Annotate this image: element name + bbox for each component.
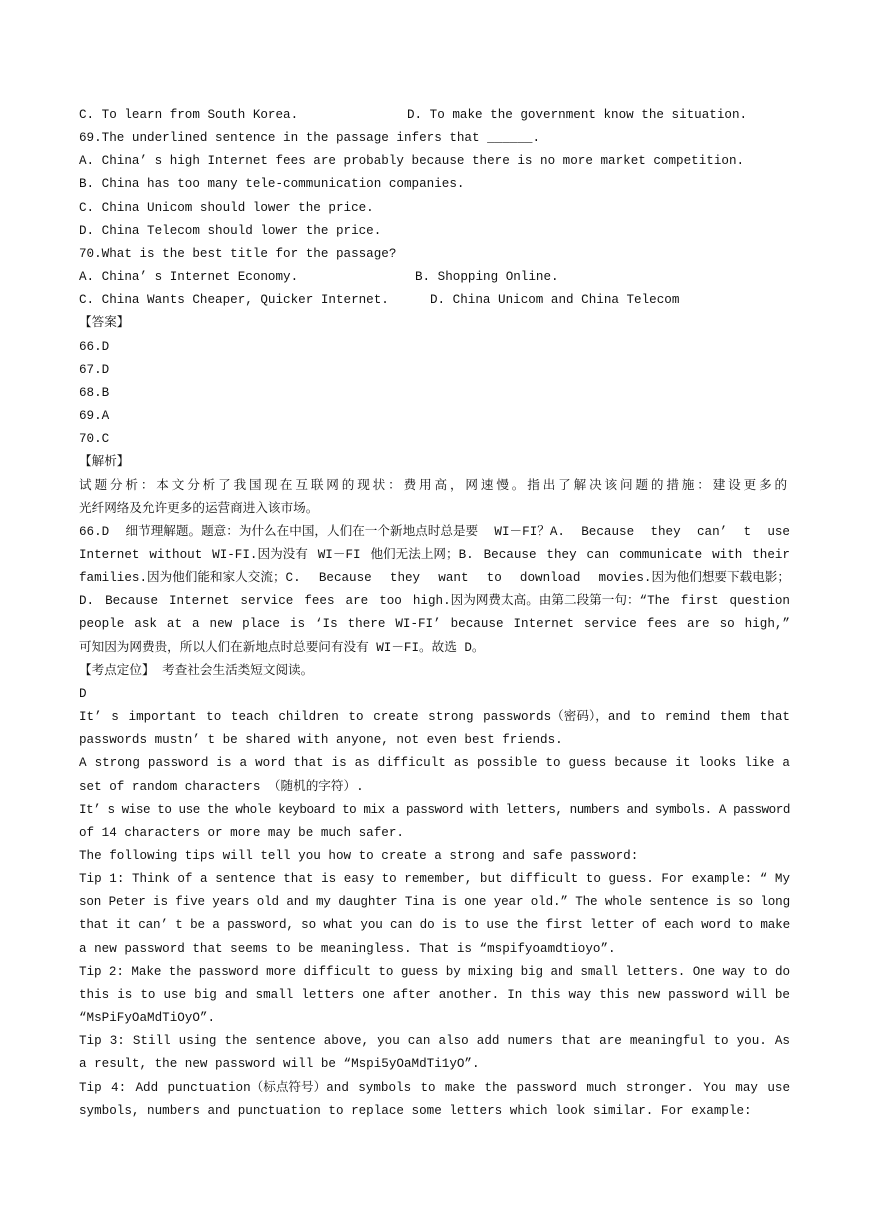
passage-line xyxy=(79,1030,790,1053)
passage-line xyxy=(79,752,790,775)
analysis-text: 光纤网络及允许更多的运营商进入该市场。 xyxy=(79,501,319,516)
analysis-line xyxy=(79,521,790,544)
answer-heading: 【答案】 xyxy=(79,316,130,331)
document-page xyxy=(79,104,790,1123)
q68-options-row xyxy=(79,104,790,127)
passage-line xyxy=(79,845,790,868)
answer-item xyxy=(79,428,790,451)
passage-text: Tip 4: Add punctuation（标点符号）and symbols to make the password much stronger. You may use xyxy=(79,1080,790,1095)
kaodian-row xyxy=(79,660,790,683)
q70-option-c: C. China Wants Cheaper, Quicker Internet. xyxy=(79,293,389,308)
analysis-line xyxy=(79,544,790,567)
passage-label-row xyxy=(79,683,790,706)
q69-option-b: B. China has too many tele-communication companies. xyxy=(79,177,465,192)
passage-text: that it can’ t be a password, so what you can do is to use the first letter of each word to make xyxy=(79,918,790,933)
passage-line xyxy=(79,914,790,937)
passage-line xyxy=(79,1077,790,1100)
q69-option-row xyxy=(79,150,790,173)
passage-label: D xyxy=(79,686,87,701)
analysis-line xyxy=(79,637,790,660)
passage-line xyxy=(79,1007,790,1030)
passage-text: this is to use big and small letters one after another. In this way this new password will be xyxy=(79,987,790,1002)
passage-line xyxy=(79,1053,790,1076)
q68-option-d: D. To make the government know the situation. xyxy=(407,108,748,122)
passage-text: a result, the new password will be “Mspi5yOaMdTi1yO”. xyxy=(79,1057,480,1072)
q69-option-d: D. China Telecom should lower the price. xyxy=(79,223,382,238)
analysis-heading: 【解析】 xyxy=(79,455,130,470)
analysis-line xyxy=(79,475,790,498)
passage-text: a new password that seems to be meaningless. That is “mspifyoamdtioyo”. xyxy=(79,941,616,956)
q70-option-d: D. China Unicom and China Telecom xyxy=(430,293,680,308)
q69-option-a: A. China’ s high Internet fees are probably because there is no more market competition. xyxy=(79,154,745,169)
passage-text: Tip 3: Still using the sentence above, you can also add numers that are meaningful to you. As xyxy=(79,1034,790,1049)
passage-text: It’ s wise to use the whole keyboard to mix a password with letters, numbers and symbols. A password xyxy=(79,802,790,817)
passage-text: A strong password is a word that is as difficult as possible to guess because it looks like a xyxy=(79,756,790,771)
q69-option-row xyxy=(79,220,790,243)
answer-heading-row xyxy=(79,312,790,335)
passage-text: son Peter is five years old and my daughter Tina is one year old.” The whole sentence is so long xyxy=(79,895,790,910)
kaodian-text: 【考点定位】 考查社会生活类短文阅读。 xyxy=(79,663,314,678)
analysis-line xyxy=(79,590,790,613)
passage-line xyxy=(79,822,790,845)
analysis-heading-row xyxy=(79,451,790,474)
analysis-line xyxy=(79,613,790,636)
passage-text: set of random characters （随机的字符）. xyxy=(79,779,364,794)
q70-stem-row xyxy=(79,243,790,266)
q69-option-row xyxy=(79,197,790,220)
passage-line xyxy=(79,868,790,891)
q70-stem: 70.What is the best title for the passage? xyxy=(79,246,397,261)
passage-text: of 14 characters or more may be much safer. xyxy=(79,825,404,840)
passage-line xyxy=(79,891,790,914)
passage-line xyxy=(79,706,790,729)
passage-text: It’ s important to teach children to create strong passwords（密码），and to remind them that xyxy=(79,710,790,725)
passage-text: “MsPiFyOaMdTiOyO”. xyxy=(79,1011,216,1026)
q69-option-c: C. China Unicom should lower the price. xyxy=(79,200,374,215)
q68-option-c: C. To learn from South Korea. xyxy=(79,108,299,122)
passage-line xyxy=(79,729,790,752)
q69-option-row xyxy=(79,173,790,196)
answer-item xyxy=(79,382,790,405)
analysis-text: Internet without WI-FI.因为没有 WI－FI 他们无法上网；B. Because they can communicate with their xyxy=(79,547,790,562)
passage-text: symbols, numbers and punctuation to replace some letters which look similar. For example: xyxy=(79,1103,752,1118)
analysis-line xyxy=(79,567,790,590)
passage-text: Tip 1: Think of a sentence that is easy to remember, but difficult to guess. For example: “ My xyxy=(79,872,790,887)
analysis-line xyxy=(79,498,790,521)
answer-item-66: 66.D xyxy=(79,339,110,354)
q69-stem: 69.The underlined sentence in the passage infers that ______. xyxy=(79,131,541,146)
analysis-text: D. Because Internet service fees are too high.因为网费太高。由第二段第一句：“The first question xyxy=(79,594,790,609)
analysis-text: 可知因为网费贵，所以人们在新地点时总要问有没有 WI－FI。故选 D。 xyxy=(79,640,485,655)
passage-line xyxy=(79,799,790,822)
answer-item xyxy=(79,405,790,428)
answer-item-70: 70.C xyxy=(79,432,110,447)
passage-line xyxy=(79,776,790,799)
q70-option-a: A. China’ s Internet Economy. xyxy=(79,270,299,285)
passage-line xyxy=(79,1100,790,1123)
passage-text: The following tips will tell you how to create a strong and safe password: xyxy=(79,849,639,863)
q70-options-row xyxy=(79,266,790,289)
answer-item xyxy=(79,359,790,382)
passage-line xyxy=(79,984,790,1007)
passage-text: Tip 2: Make the password more difficult to guess by mixing big and small letters. One way to do xyxy=(79,964,790,979)
answer-item-69: 69.A xyxy=(79,409,110,424)
analysis-text: families.因为他们能和家人交流；C. Because they want to download movies.因为他们想要下载电影； xyxy=(79,571,790,586)
answer-item-67: 67.D xyxy=(79,362,110,377)
passage-line xyxy=(79,961,790,984)
analysis-text: 试题分析：本文分析了我国现在互联网的现状：费用高，网速慢。指出了解决该问题的措施：建设更多的 xyxy=(79,478,790,493)
analysis-text: people ask at a new place is ‘Is there WI-FI’ because Internet service fees are so high,” xyxy=(79,617,790,632)
q69-stem-row xyxy=(79,127,790,150)
answer-item-68: 68.B xyxy=(79,385,110,400)
q70-options-row xyxy=(79,289,790,312)
passage-line xyxy=(79,938,790,961)
passage-text: passwords mustn’ t be shared with anyone, not even best friends. xyxy=(79,733,563,748)
analysis-text: 66.D 细节理解题。题意：为什么在中国，人们在一个新地点时总是要 WI－FI？A. Because they can’ t use xyxy=(79,524,790,539)
q70-option-b: B. Shopping Online. xyxy=(415,270,559,285)
answer-item xyxy=(79,336,790,359)
